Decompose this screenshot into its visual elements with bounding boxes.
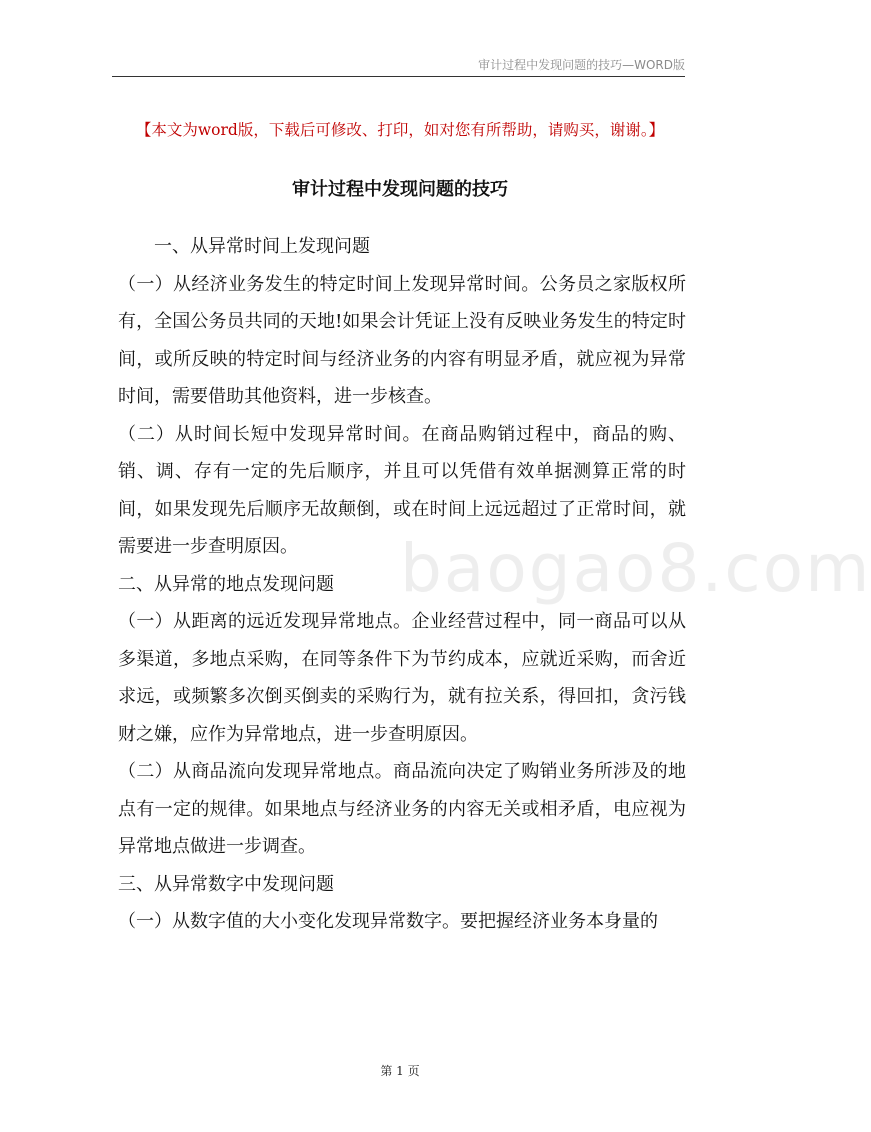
page-header: [112, 50, 685, 77]
download-notice: 【本文为word版，下载后可修改、打印，如对您有所帮助，请购买，谢谢。】: [135, 121, 665, 139]
paragraph: （一）从经济业务发生的特定时间上发现异常时间。公务员之家版权所有，全国公务员共同的天地!如果会计凭证上没有反映业务发生的特定时间，或所反映的特定时间与经济业务的内容有明显矛盾，就应视为异常时间，需要借助其他资料，进一步核查。: [118, 273, 686, 407]
paragraph: （二）从商品流向发现异常地点。商品流向决定了购销业务所涉及的地点有一定的规律。如果地点与经济业务的内容无关或相矛盾，电应视为异常地点做进一步调查。: [118, 761, 686, 857]
section-heading-3: 三、从异常数字中发现问题: [118, 873, 334, 895]
watermark: baogao8.com: [400, 530, 871, 607]
section-heading-1: 一、从异常时间上发现问题: [154, 236, 370, 257]
paragraph: （一）从数字值的大小变化发现异常数字。要把握经济业务本身量的: [118, 911, 658, 932]
paragraph: （一）从距离的远近发现异常地点。企业经营过程中，同一商品可以从多渠道，多地点采购，在同等条件下为节约成本，应就近采购，而舍近求远，或频繁多次倒买倒卖的采购行为，就有拉关系，得回扣，贪污钱财之嫌，应作为异常地点，进一步查明原因。: [118, 611, 686, 745]
document-title: 审计过程中发现问题的技巧: [292, 179, 508, 200]
paragraph: （二）从时间长短中发现异常时间。在商品购销过程中，商品的购、销、调、存有一定的先后顺序，并且可以凭借有效单据测算正常的时间，如果发现先后顺序无故颠倒，或在时间上远远超过了正常时间，就需要进一步查明原因。: [118, 423, 686, 557]
document-body: [118, 228, 686, 941]
page-number: 第 1 页: [380, 1064, 420, 1078]
section-heading-2: 二、从异常的地点发现问题: [118, 573, 334, 595]
header-title: 审计过程中发现问题的技巧—WORD版: [478, 58, 685, 72]
